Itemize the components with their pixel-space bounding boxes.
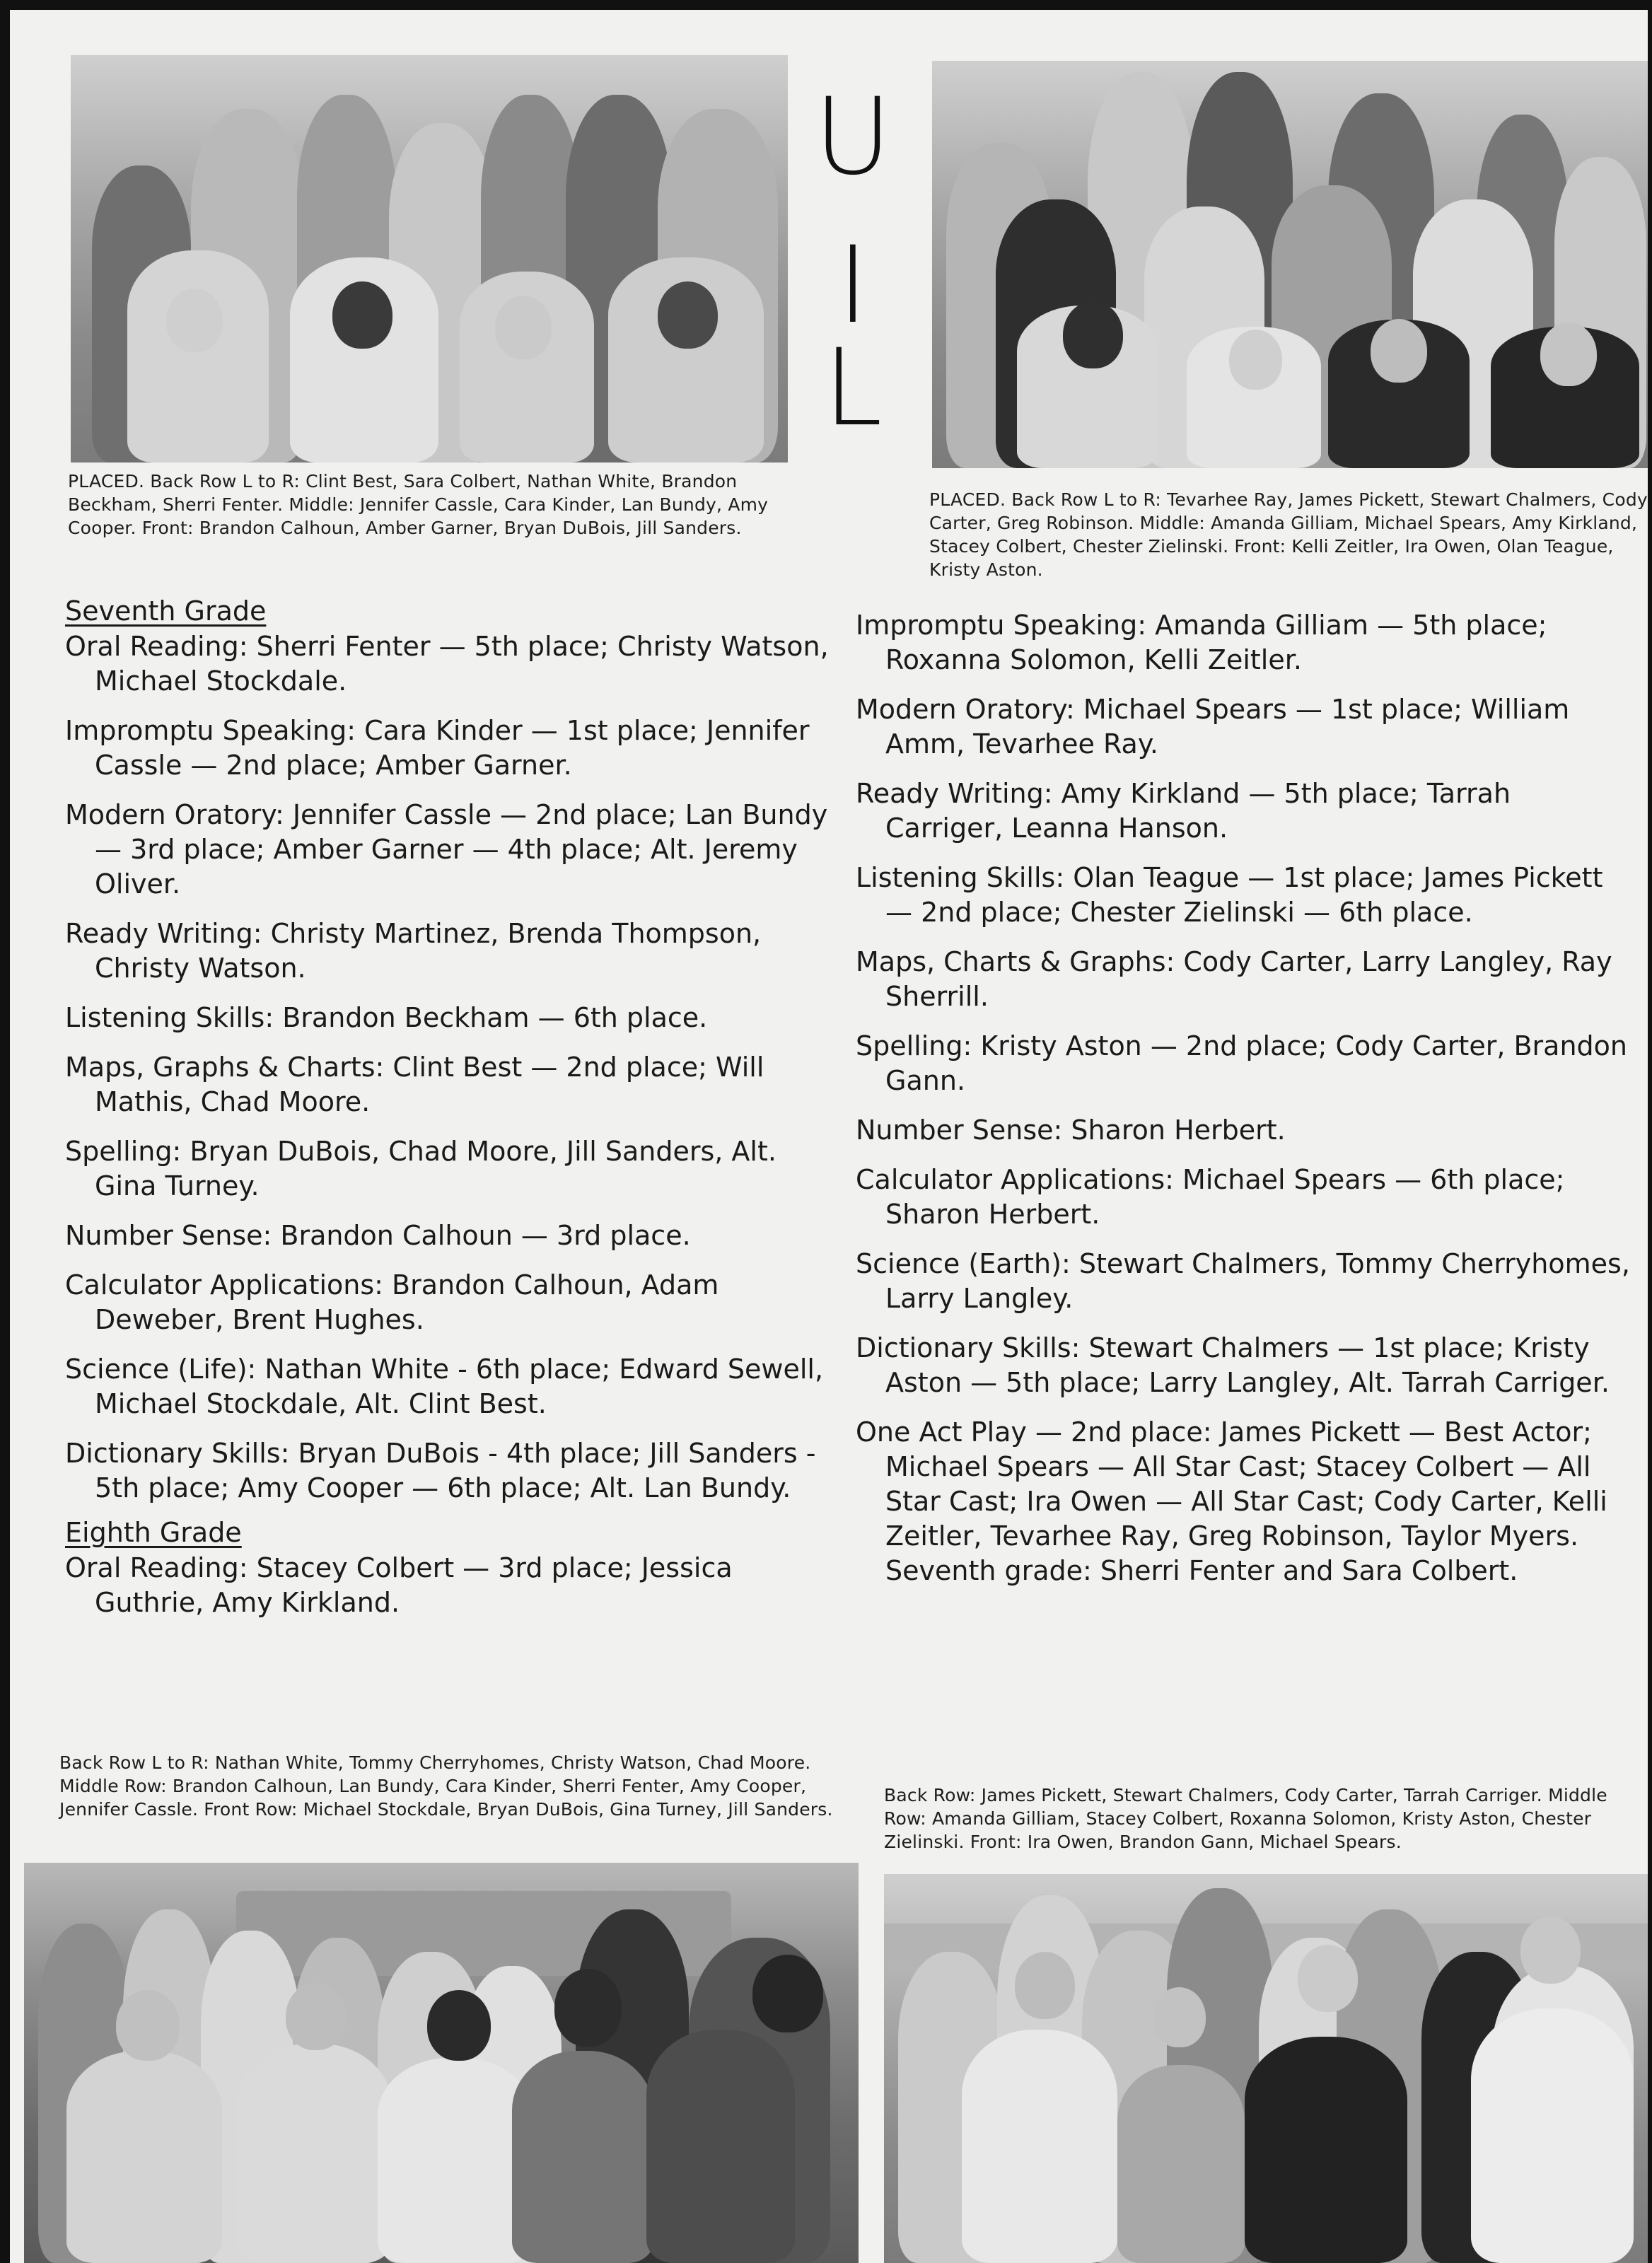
award-entry: Maps, Graphs & Charts: Clint Best — 2nd place; Will Mathis, Chad Moore. (65, 1052, 764, 1117)
title-letter-l: L (823, 327, 883, 450)
award-entry: Dictionary Skills: Bryan DuBois - 4th place; Jill Sanders - 5th place; Amy Cooper — 6th place; Alt. Lan Bundy. (65, 1438, 816, 1503)
photo-top-right (932, 61, 1648, 468)
award-entry: Modern Oratory: Jennifer Cassle — 2nd place; Lan Bundy — 3rd place; Amber Garner — 4th place; Alt. Jeremy Oliver. (65, 799, 828, 900)
award-entry: Science (Life): Nathan White - 6th place; Edward Sewell, Michael Stockdale, Alt. Clint Best. (65, 1354, 824, 1419)
eighth-grade-column (856, 608, 1634, 1603)
award-entry: Number Sense: Brandon Calhoun — 3rd place. (65, 1220, 691, 1251)
title-letter-i: I (837, 224, 869, 347)
award-entry: Listening Skills: Brandon Beckham — 6th place. (65, 1002, 708, 1033)
award-entry: Maps, Charts & Graphs: Cody Carter, Larry Langley, Ray Sherrill. (856, 946, 1612, 1012)
eighth-grade-heading: Eighth Grade (65, 1517, 242, 1548)
award-entry: Calculator Applications: Brandon Calhoun, Adam Deweber, Brent Hughes. (65, 1269, 719, 1335)
award-entry: Impromptu Speaking: Cara Kinder — 1st place; Jennifer Cassle — 2nd place; Amber Garner. (65, 715, 810, 781)
yearbook-page (10, 10, 1648, 2263)
seventh-grade-column (65, 594, 836, 1635)
award-entry: Spelling: Kristy Aston — 2nd place; Cody Carter, Brandon Gann. (856, 1030, 1627, 1096)
photo-top-left-caption: PLACED. Back Row L to R: Clint Best, Sara Colbert, Nathan White, Brandon Beckham, Sherri Fenter. Middle: Jennifer Cassle, Cara Kinder, Lan Bundy, Amy Cooper. Front: Brandon Calhoun, Amber Garner, Bryan DuBois, Jill Sanders. (68, 471, 769, 538)
award-entry: One Act Play — 2nd place: James Pickett — Best Actor; Michael Spears — All Star Cast; Stacey Colbert — All Star Cast; Ira Owen — All Star Cast; Cody Carter, Kelli Zeitler, Tevarhee Ray, Greg Robinson, Taylor Myers. Seventh grade: Sherri Fenter and Sara Colbert. (856, 1416, 1607, 1586)
photo-bottom-right-caption: Back Row: James Pickett, Stewart Chalmers, Cody Carter, Tarrah Carriger. Middle Row: Amanda Gilliam, Stacey Colbert, Roxanna Solomon, Kristy Aston, Chester Zielinski. Front: Ira Owen, Brandon Gann, Michael Spears. (884, 1785, 1607, 1852)
award-entry: Modern Oratory: Michael Spears — 1st place; William Amm, Tevarhee Ray. (856, 694, 1570, 760)
title-letter-u: U (814, 76, 892, 199)
award-entry: Dictionary Skills: Stewart Chalmers — 1st place; Kristy Aston — 5th place; Larry Langley, Alt. Tarrah Carriger. (856, 1332, 1610, 1398)
award-entry: Number Sense: Sharon Herbert. (856, 1115, 1286, 1146)
photo-bottom-left-caption: Back Row L to R: Nathan White, Tommy Cherryhomes, Christy Watson, Chad Moore. Middle Row: Brandon Calhoun, Lan Bundy, Cara Kinder, Sherri Fenter, Amy Cooper, Jennifer Cassle. Front Row: Michael Stockdale, Bryan DuBois, Gina Turney, Jill Sanders. (59, 1752, 833, 1820)
award-entry: Ready Writing: Christy Martinez, Brenda Thompson, Christy Watson. (65, 918, 762, 984)
photo-bottom-right (884, 1874, 1648, 2263)
award-entry: Impromptu Speaking: Amanda Gilliam — 5th place; Roxanna Solomon, Kelli Zeitler. (856, 610, 1547, 675)
award-entry: Ready Writing: Amy Kirkland — 5th place; Tarrah Carriger, Leanna Hanson. (856, 778, 1511, 844)
award-entry: Science (Earth): Stewart Chalmers, Tommy Cherryhomes, Larry Langley. (856, 1248, 1630, 1314)
seventh-grade-heading: Seventh Grade (65, 595, 267, 627)
award-entry: Oral Reading: Sherri Fenter — 5th place; Christy Watson, Michael Stockdale. (65, 631, 829, 697)
award-entry: Oral Reading: Stacey Colbert — 3rd place; Jessica Guthrie, Amy Kirkland. (65, 1552, 733, 1618)
photo-bottom-left (24, 1863, 859, 2263)
photo-top-left (71, 55, 788, 463)
award-entry: Spelling: Bryan DuBois, Chad Moore, Jill Sanders, Alt. Gina Turney. (65, 1136, 776, 1202)
award-entry: Calculator Applications: Michael Spears — 6th place; Sharon Herbert. (856, 1164, 1565, 1230)
award-entry: Listening Skills: Olan Teague — 1st place; James Pickett — 2nd place; Chester Zielinski — 6th place. (856, 862, 1603, 928)
photo-top-right-caption: PLACED. Back Row L to R: Tevarhee Ray, James Pickett, Stewart Chalmers, Cody Carter, Greg Robinson. Middle: Amanda Gilliam, Michael Spears, Amy Kirkland, Stacey Colbert, Chester Zielinski. Front: Kelli Zeitler, Ira Owen, Olan Teague, Kristy Aston. (929, 489, 1648, 580)
